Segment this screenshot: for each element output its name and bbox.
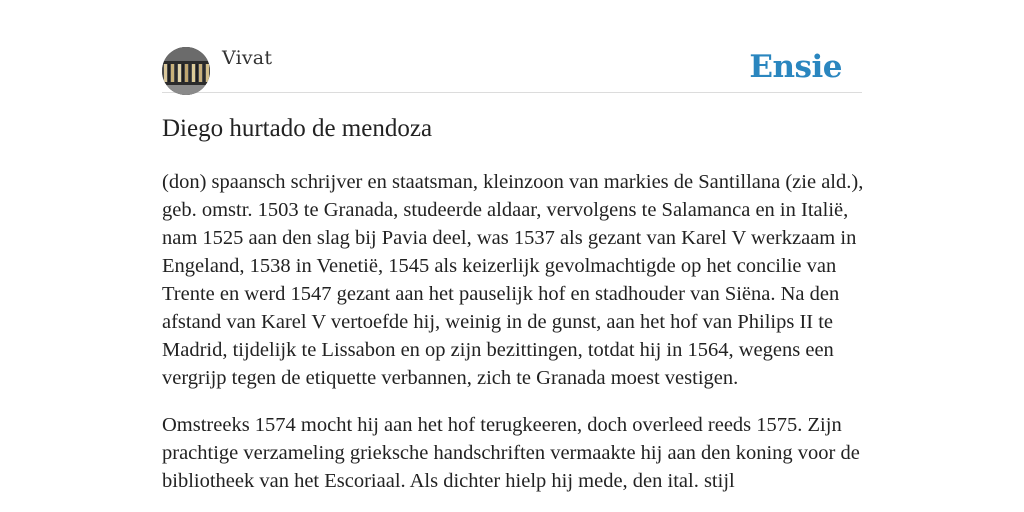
- article-title: Diego hurtado de mendoza: [162, 115, 433, 142]
- author-name[interactable]: Vivat: [222, 47, 273, 69]
- site-header: [162, 44, 862, 93]
- site-logo[interactable]: Ensie: [749, 49, 842, 85]
- bookshelf-avatar-icon: [162, 47, 210, 95]
- article-body: [162, 168, 864, 512]
- author-avatar[interactable]: [162, 47, 210, 95]
- article-paragraph: (don) spaansch schrijver en staatsman, kleinzoon van markies de Santillana (zie ald.), geb. omstr. 1503 te Granada, studeerde aldaar, vervolgens te Salamanca en in Italië, nam 1525 aan den slag bij Pavia deel, was 1537 als gezant van Karel V werkzaam in Engeland, 1538 in Venetië, 1545 als keizerlijk gevolmachtigde op het concilie van Trente en werd 1547 gezant aan het pauselijk hof en stadhouder van Siëna. Na den afstand van Karel V vertoefde hij, weinig in de gunst, aan het hof van Philips II te Madrid, tijdelijk te Lissabon en op zijn bezittingen, totdat hij in 1564, wegens een vergrijp tegen de etiquette verbannen, zich te Granada moest vestigen.: [162, 171, 864, 389]
- article-paragraph: Omstreeks 1574 mocht hij aan het hof terugkeeren, doch overleed reeds 1575. Zijn prachtige verzameling grieksche handschriften vermaakte hij aan den koning voor de bibliotheek van het Escoriaal. Als dichter hielp hij mede, den ital. stijl: [162, 414, 860, 492]
